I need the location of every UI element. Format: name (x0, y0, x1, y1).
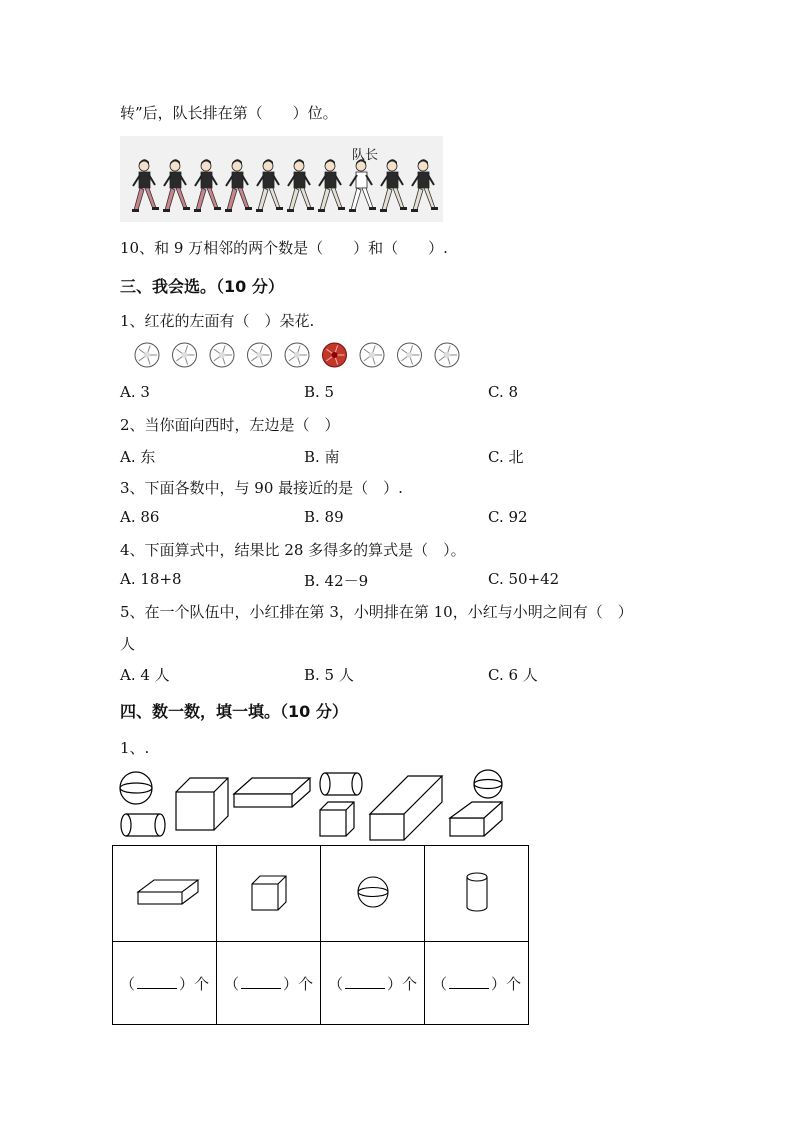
flower-icon (435, 343, 459, 367)
q10-text: 10、和 9 万相邻的两个数是（ ）和（ ）. (120, 239, 448, 257)
flower-icon (248, 343, 272, 367)
leader-label: 队长 (352, 148, 379, 163)
cell-sphere (321, 846, 425, 942)
unit-label: 个 (298, 974, 314, 993)
cylinder-icon (121, 814, 165, 836)
cylinder-icon (320, 773, 362, 795)
answer-blank[interactable] (345, 974, 385, 989)
answer-blank[interactable] (241, 974, 281, 989)
s3-q5-opt-c: C. 6 人 (488, 666, 538, 684)
s3-q2-opt-c: C. 北 (488, 448, 524, 466)
flower-row (130, 340, 470, 370)
walker-icon (256, 159, 283, 212)
answer-blank[interactable] (449, 974, 489, 989)
answer-cell[interactable]: （ ）个 (113, 942, 217, 1025)
s4-q1-text: 1、. (120, 739, 150, 757)
flat-box-icon (130, 872, 200, 912)
cube-icon (176, 778, 228, 830)
cell-flat-box (113, 846, 217, 942)
sphere-icon (474, 770, 502, 798)
s3-q3-text: 3、下面各数中，与 90 最接近的是（ ）. (120, 479, 403, 497)
table-row (113, 942, 529, 1025)
flat-box-icon (234, 778, 310, 807)
cube-icon (244, 872, 294, 912)
flower-icon (285, 343, 309, 367)
s3-q2-opt-a: A. 东 (120, 448, 156, 466)
long-box-icon (370, 776, 442, 840)
s3-q1-opt-c: C. 8 (488, 383, 519, 401)
flower-icon (210, 343, 234, 367)
answer-cell[interactable]: （ ）个 (321, 942, 425, 1025)
walker-icon (318, 159, 345, 212)
walker-icon (194, 159, 221, 212)
flower-icon (173, 343, 197, 367)
walkers-image (120, 136, 443, 222)
s3-q1-opt-b: B. 5 (304, 383, 335, 401)
s3-q1-text: 1、红花的左面有（ ）朵花. (120, 312, 315, 330)
s3-q5-text: 5、在一个队伍中，小红排在第 3，小明排在第 10，小红与小明之间有（ ） (120, 603, 633, 621)
unit-label: 个 (194, 974, 210, 993)
q9-continuation: 转”后，队长排在第（ ）位。 (120, 104, 338, 122)
s3-q5-text-cont: 人 (120, 635, 136, 653)
table-row (113, 846, 529, 942)
cube-icon (320, 802, 354, 836)
walker-icon (225, 159, 252, 212)
answer-blank[interactable] (137, 974, 177, 989)
s3-q4-text: 4、下面算式中，结果比 28 多得多的算式是（ ）。 (120, 541, 466, 559)
walker-icon (380, 159, 407, 212)
red-flower-icon (323, 343, 347, 367)
walker-icon (349, 159, 376, 212)
s3-q5-opt-b: B. 5 人 (304, 666, 354, 684)
cell-cylinder (425, 846, 529, 942)
flower-icon (360, 343, 384, 367)
walker-icon (287, 159, 314, 212)
s3-q2-text: 2、当你面向西时，左边是（ ） (120, 416, 340, 434)
flower-icon (135, 343, 159, 367)
s3-q4-opt-b: B. 42－9 (304, 572, 369, 590)
unit-label: 个 (402, 974, 418, 993)
answer-cell[interactable]: （ ）个 (425, 942, 529, 1025)
cylinder-icon (462, 870, 492, 914)
flower-icon (398, 343, 422, 367)
section3-title: 三、我会选。（10 分） (120, 277, 284, 296)
sphere-icon (353, 872, 393, 912)
s3-q3-opt-b: B. 89 (304, 508, 344, 526)
answer-cell[interactable]: （ ）个 (217, 942, 321, 1025)
s3-q4-opt-c: C. 50+42 (488, 570, 560, 588)
s3-q1-opt-a: A. 3 (120, 383, 150, 401)
count-table (112, 845, 529, 1025)
s3-q3-opt-a: A. 86 (120, 508, 160, 526)
section4-title: 四、数一数，填一填。（10 分） (120, 702, 348, 721)
walker-icon (163, 159, 190, 212)
sphere-icon (120, 772, 152, 804)
walkers-figure (120, 136, 443, 222)
s3-q3-opt-c: C. 92 (488, 508, 528, 526)
cell-cube (217, 846, 321, 942)
flat-box-icon (450, 802, 502, 836)
s3-q2-opt-b: B. 南 (304, 448, 340, 466)
s3-q4-opt-a: A. 18+8 (120, 570, 182, 588)
unit-label: 个 (506, 974, 522, 993)
s3-q5-opt-a: A. 4 人 (120, 666, 170, 684)
mixed-solids-figure (116, 768, 516, 844)
walker-icon (132, 159, 159, 212)
walker-icon (411, 159, 438, 212)
